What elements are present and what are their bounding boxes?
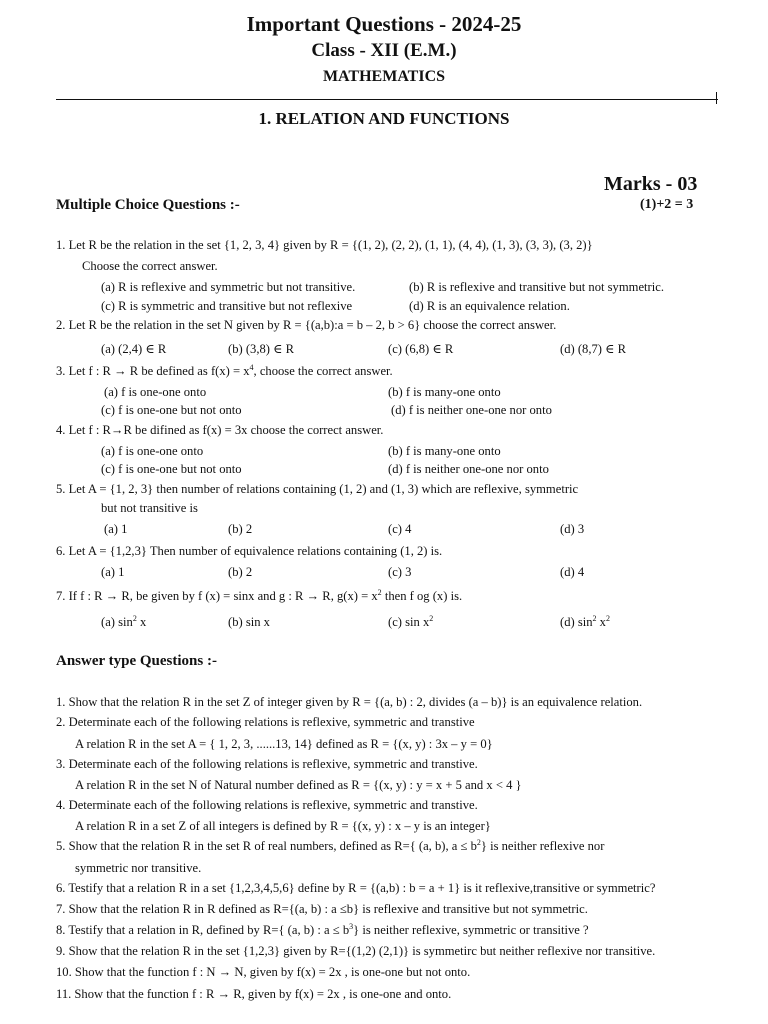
answer-q9: 9. Show that the relation R in the set {1,2,3} given by R={(1,2) (2,1)} is symmetirc but neither reflexive nor transitive. <box>56 944 656 958</box>
mcq-q2-option-c: (c) (6,8) ∈ R <box>388 342 454 356</box>
mcq-q4-text: 4. Let f : R→R be difined as f(x) = 3x choose the correct answer. <box>56 423 384 437</box>
mcq-q6-option-d: (d) 4 <box>560 565 585 579</box>
answer-q10: 10. Show that the function f : N → N, given by f(x) = 2x , is one-one but not onto. <box>56 965 471 979</box>
mcq-q1-option-c: (c) R is symmetric and transitive but not reflexive <box>101 299 353 313</box>
mcq-q1-subtext: Choose the correct answer. <box>82 259 218 273</box>
answer-q11: 11. Show that the function f : R → R, given by f(x) = 2x , is one-one and onto. <box>56 987 452 1001</box>
mcq-q7-text: 7. If f : R → R, be given by f (x) = sinx and g : R → R, $g(x) = x^2$ then f og (x) is. <box>56 587 463 603</box>
answer-q5: 5. Show that the relation R in the set R of real numbers, defined as R={ (a, b), $a \le b^2$} is neither reflexive nor <box>56 837 605 853</box>
mcq-q5-subtext: but not transitive is <box>101 501 198 515</box>
mcq-q2-text: 2. Let R be the relation in the set N given by R = {(a,b):a = b – 2, b > 6} choose the correct answer. <box>56 318 557 332</box>
mcq-q5-option-b: (b) 2 <box>228 522 253 536</box>
header-divider <box>56 99 718 100</box>
mcq-q4-option-a: (a) f is one-one onto <box>101 444 204 458</box>
mcq-q3-text: 3. Let f : R → R be defined as $f(x) = x^4$, choose the correct answer. <box>56 362 393 378</box>
page-title: Important Questions - 2024-25 <box>246 12 522 36</box>
mcq-q2-option-d: (d) (8,7) ∈ R <box>560 342 626 356</box>
chapter-title: 1. RELATION AND FUNCTIONS <box>258 109 510 128</box>
answer-q3-subtext: A relation R in the set N of Natural number defined as R = {(x, y) : y = x + 5 and x < 4 } <box>75 778 522 792</box>
mcq-heading: Multiple Choice Questions :- <box>56 197 240 213</box>
mcq-q3-option-b: (b) f is many-one onto <box>388 385 501 399</box>
mcq-q4-option-d: (d) f is neither one-one nor onto <box>388 462 549 476</box>
mcq-q1-text: 1. Let R be the relation in the set {1, 2, 3, 4} given by R = {(1, 2), (2, 2), (1, 1), (4, 4), (1, 3), (3, 3), (3, 2)} <box>56 238 593 252</box>
mcq-q3-option-c: (c) f is one-one but not onto <box>101 403 242 417</box>
mcq-q2-option-a: (a) (2,4) ∈ R <box>101 342 167 356</box>
mcq-q7-option-c: (c) $\sin x^2$ <box>388 613 434 629</box>
mcq-q6-text: 6. Let A = {1,2,3} Then number of equivalence relations containing (1, 2) is. <box>56 544 443 558</box>
answer-q3: 3. Determinate each of the following relations is reflexive, symmetric and transtive. <box>56 757 478 771</box>
answer-q4-subtext: A relation R in a set Z of all integers is defined by R = {(x, y) : x – y is an integer} <box>75 819 491 833</box>
mcq-q3-option-d: (d) f is neither one-one nor onto <box>391 403 552 417</box>
mcq-q5-option-c: (c) 4 <box>388 522 412 536</box>
answer-q7: 7. Show that the relation R in R defined as R={(a, b) : a ≤b} is reflexive and transitive but not symmetric. <box>56 902 588 916</box>
answer-q5-subtext: symmetric nor transitive. <box>75 861 202 875</box>
answer-q8: 8. Testify that a relation in R, defined by R={ (a, b) : $a \le b^3$} is neither reflexive, symmetric or transitive ? <box>56 921 589 937</box>
answer-q1: 1. Show that the relation R in the set Z of integer given by R = {(a, b) : 2, divides (a – b)} is an equivalence relation. <box>56 695 643 709</box>
answer-q2: 2. Determinate each of the following relations is reflexive, symmetric and transtive <box>56 715 475 729</box>
subject-label: MATHEMATICS <box>322 68 446 85</box>
mcq-q4-option-c: (c) f is one-one but not onto <box>101 462 242 476</box>
mcq-q6-option-a: (a) 1 <box>101 565 125 579</box>
mcq-q4-option-b: (b) f is many-one onto <box>388 444 501 458</box>
marks-label: Marks - 03 <box>604 173 698 195</box>
answer-type-heading: Answer type Questions :- <box>56 653 217 669</box>
mcq-q7-option-b: (b) sin x <box>228 615 270 629</box>
mcq-q6-option-c: (c) 3 <box>388 565 412 579</box>
mcq-q3-option-a: (a) f is one-one onto <box>104 385 207 399</box>
marks-formula: (1)+2 = 3 <box>640 197 694 212</box>
divider-end-mark <box>716 92 717 104</box>
mcq-q2-option-b: (b) (3,8) ∈ R <box>228 342 294 356</box>
mcq-q7-option-a: (a) $\sin^2 x$ <box>101 613 147 629</box>
mcq-q5-option-a: (a) 1 <box>104 522 128 536</box>
answer-q2-subtext: A relation R in the set A = { 1, 2, 3, ......13, 14} defined as R = {(x, y) : 3x – y = 0} <box>75 737 493 751</box>
mcq-q5-text: 5. Let A = {1, 2, 3} then number of relations containing (1, 2) and (1, 3) which are reflexive, symmetric <box>56 482 579 496</box>
mcq-q7-option-d: (d) $\sin^2 x^2$ <box>560 613 610 629</box>
class-label: Class - XII (E.M.) <box>311 40 457 61</box>
mcq-q6-option-b: (b) 2 <box>228 565 253 579</box>
mcq-q1-option-d: (d) R is an equivalence relation. <box>409 299 570 313</box>
mcq-q1-option-a: (a) R is reflexive and symmetric but not transitive. <box>101 280 356 294</box>
answer-q6: 6. Testify that a relation R in a set {1,2,3,4,5,6} define by R = {(a,b) : b = a + 1} is it reflexive,transitive or symmetric? <box>56 881 656 895</box>
answer-q4: 4. Determinate each of the following relations is reflexive, symmetric and transtive. <box>56 798 478 812</box>
mcq-q1-option-b: (b) R is reflexive and transitive but not symmetric. <box>409 280 664 294</box>
mcq-q5-option-d: (d) 3 <box>560 522 585 536</box>
